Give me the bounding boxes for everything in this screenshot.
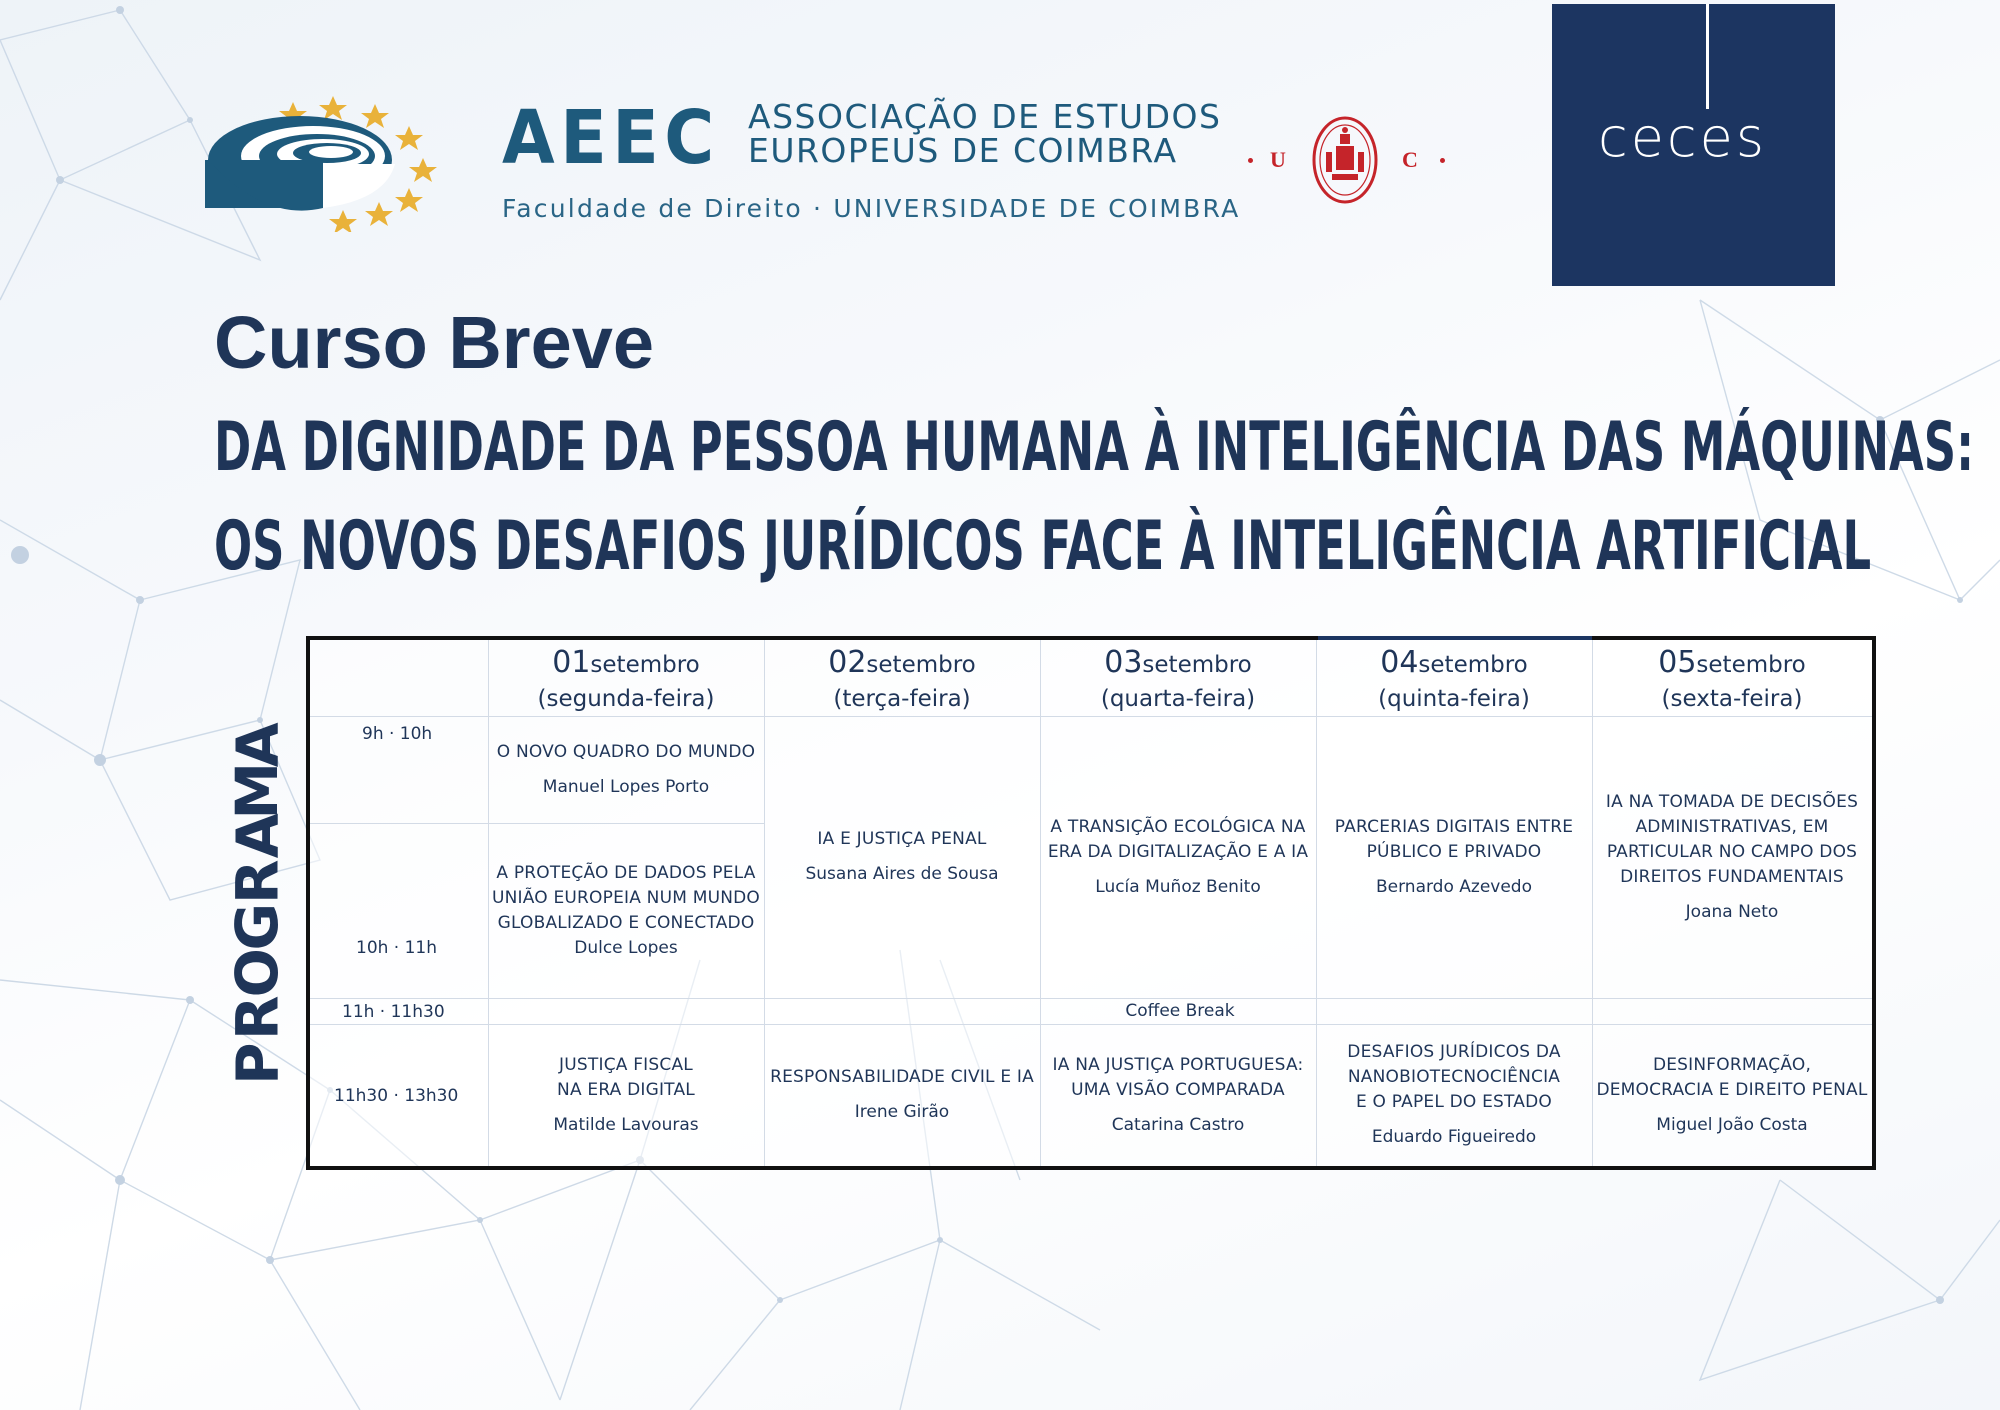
course-title-line-1: DA DIGNIDADE DA PESSOA HUMANA À INTELIGÊNCIA DAS MÁQUINAS:: [214, 408, 1975, 487]
day-header: [1040, 640, 1316, 716]
session-title-line: A TRANSIÇÃO ECOLÓGICA NA: [1050, 816, 1306, 837]
session-title-line: PARTICULAR NO CAMPO DOS: [1606, 841, 1858, 862]
day-weekday: (quarta-feira): [1100, 685, 1256, 712]
day-weekday: (terça-feira): [833, 685, 971, 712]
uc-logo: [1240, 112, 1450, 212]
session-title-line: IA NA JUSTIÇA PORTUGUESA:: [1052, 1054, 1304, 1075]
day-number: 01: [552, 644, 591, 680]
speaker-name: Bernardo Azevedo: [1375, 876, 1532, 897]
session-title-line: O NOVO QUADRO DO MUNDO: [496, 741, 756, 762]
programa-letter: G: [223, 902, 292, 951]
programa-letter: O: [223, 947, 292, 997]
ceces-wordmark: ceces: [1598, 106, 1767, 169]
day-date: [1380, 645, 1528, 680]
course-title-line-2: OS NOVOS DESAFIOS JURÍDICOS FACE À INTELIGÊNCIA ARTIFICIAL: [214, 507, 1872, 586]
day-month: setembro: [1142, 651, 1252, 678]
day-weekday: (sexta-feira): [1661, 685, 1803, 712]
uc-dot-right: [1440, 158, 1445, 163]
programa-letter: R: [223, 858, 292, 904]
day-month: setembro: [866, 651, 976, 678]
coffee-break-label: Coffee Break: [1125, 1001, 1235, 1021]
day-month: setembro: [1418, 651, 1528, 678]
session-title-line: NANOBIOTECNOCIÊNCIA: [1347, 1067, 1561, 1087]
uc-dot-left: [1248, 158, 1253, 163]
session-title-line: ERA DA DIGITALIZAÇÃO E A IA: [1047, 841, 1309, 862]
day-weekday: (segunda-feira): [537, 685, 715, 712]
ceces-logo: [1552, 4, 1835, 286]
session-d5-late: [1592, 1024, 1872, 1166]
session-title-line: GLOBALIZADO E CONECTADO: [497, 912, 755, 933]
speaker-name: Catarina Castro: [1111, 1114, 1245, 1135]
session-title-line: UMA VISÃO COMPARADA: [1071, 1079, 1285, 1100]
association-name: [748, 97, 1222, 170]
uc-letter-c: C: [1402, 147, 1418, 172]
speaker-name: Dulce Lopes: [574, 937, 678, 958]
time-slot-t4: 11h30 · 13h30: [334, 1086, 459, 1106]
morning-divider-timecol: [310, 823, 488, 824]
uc-letter-u: U: [1270, 147, 1286, 172]
programa-letter: R: [223, 995, 292, 1041]
uc-seal-icon: [1312, 116, 1378, 204]
speaker-name: Lucía Muñoz Benito: [1095, 876, 1261, 897]
session-title-line: UNIÃO EUROPEIA NUM MUNDO: [491, 887, 761, 908]
speaker-name: Joana Neto: [1685, 901, 1779, 922]
session-title-line: DESINFORMAÇÃO,: [1652, 1054, 1812, 1075]
day-date: [1658, 645, 1806, 680]
day-number: 02: [828, 644, 867, 680]
association-name-line-2: EUROPEUS DE COIMBRA: [748, 131, 1178, 170]
speaker-name: Eduardo Figueiredo: [1371, 1127, 1537, 1147]
schedule-table: [306, 636, 1876, 1170]
programa-letter: A: [223, 813, 292, 859]
speaker-name: Irene Girão: [854, 1102, 950, 1122]
programa-side-label: [219, 722, 297, 1086]
day-date: [828, 645, 976, 680]
session-title-line: A PROTEÇÃO DE DADOS PELA: [496, 862, 756, 883]
session-d2-late: [764, 1024, 1040, 1166]
speaker-name: Susana Aires de Sousa: [805, 864, 999, 884]
day-header: [488, 640, 764, 716]
session-title-line: NA ERA DIGITAL: [557, 1079, 695, 1100]
session-d2-morning: [764, 716, 1040, 998]
time-slot-t1: 9h · 10h: [362, 724, 433, 744]
aeec-wordmark: AEEC: [502, 95, 720, 181]
session-d1-morning-2: [488, 823, 764, 998]
day-month: setembro: [590, 651, 700, 678]
ceces-logo-rule: [1706, 4, 1709, 109]
day-header: [1316, 640, 1592, 716]
session-title-line: RESPONSABILIDADE CIVIL E IA: [770, 1067, 1034, 1087]
day-number: 04: [1380, 644, 1419, 680]
faculty-label: Faculdade de Direito · UNIVERSIDADE DE COIMBRA: [502, 194, 1241, 223]
session-title-line: JUSTIÇA FISCAL: [559, 1054, 693, 1075]
programa-letter: M: [223, 761, 292, 820]
day-weekday: (quinta-feira): [1378, 685, 1530, 712]
session-d3-morning: [1040, 716, 1316, 998]
aeec-emblem-logo: [205, 92, 445, 232]
day-number: 05: [1658, 644, 1697, 680]
programa-letter: P: [223, 1041, 292, 1085]
session-d1-late: [488, 1024, 764, 1166]
day-number: 03: [1104, 644, 1143, 680]
speaker-name: Matilde Lavouras: [553, 1114, 699, 1135]
speaker-name: Manuel Lopes Porto: [542, 776, 710, 797]
session-title-line: DESAFIOS JURÍDICOS DA: [1347, 1042, 1561, 1062]
association-name-line-1: ASSOCIAÇÃO DE ESTUDOS: [748, 97, 1222, 136]
speaker-name: Miguel João Costa: [1656, 1114, 1808, 1135]
course-label: Curso Breve: [214, 301, 655, 384]
day-date: [552, 645, 700, 680]
programa-letter: A: [223, 722, 292, 768]
session-title-line: E O PAPEL DO ESTADO: [1356, 1092, 1552, 1112]
session-d1-morning-1: [488, 716, 764, 823]
day-date: [1104, 645, 1252, 680]
session-title-line: PARCERIAS DIGITAIS ENTRE: [1334, 816, 1574, 837]
session-title-line: ADMINISTRATIVAS, EM: [1635, 816, 1829, 837]
session-title-line: DIREITOS FUNDAMENTAIS: [1620, 866, 1844, 887]
session-d4-late: [1316, 1024, 1592, 1166]
session-d4-morning: [1316, 716, 1592, 998]
day-header: [1592, 640, 1872, 716]
day-month: setembro: [1696, 651, 1806, 678]
session-title-line: DEMOCRACIA E DIREITO PENAL: [1596, 1079, 1868, 1100]
day-header: [764, 640, 1040, 716]
session-title-line: IA E JUSTIÇA PENAL: [817, 829, 987, 849]
session-d3-late: [1040, 1024, 1316, 1166]
session-d5-morning: [1592, 716, 1872, 998]
time-slot-t3: 11h · 11h30: [342, 1002, 445, 1022]
time-slot-t2: 10h · 11h: [356, 938, 438, 958]
session-title-line: PÚBLICO E PRIVADO: [1366, 841, 1542, 862]
session-title-line: IA NA TOMADA DE DECISÕES: [1605, 791, 1859, 812]
